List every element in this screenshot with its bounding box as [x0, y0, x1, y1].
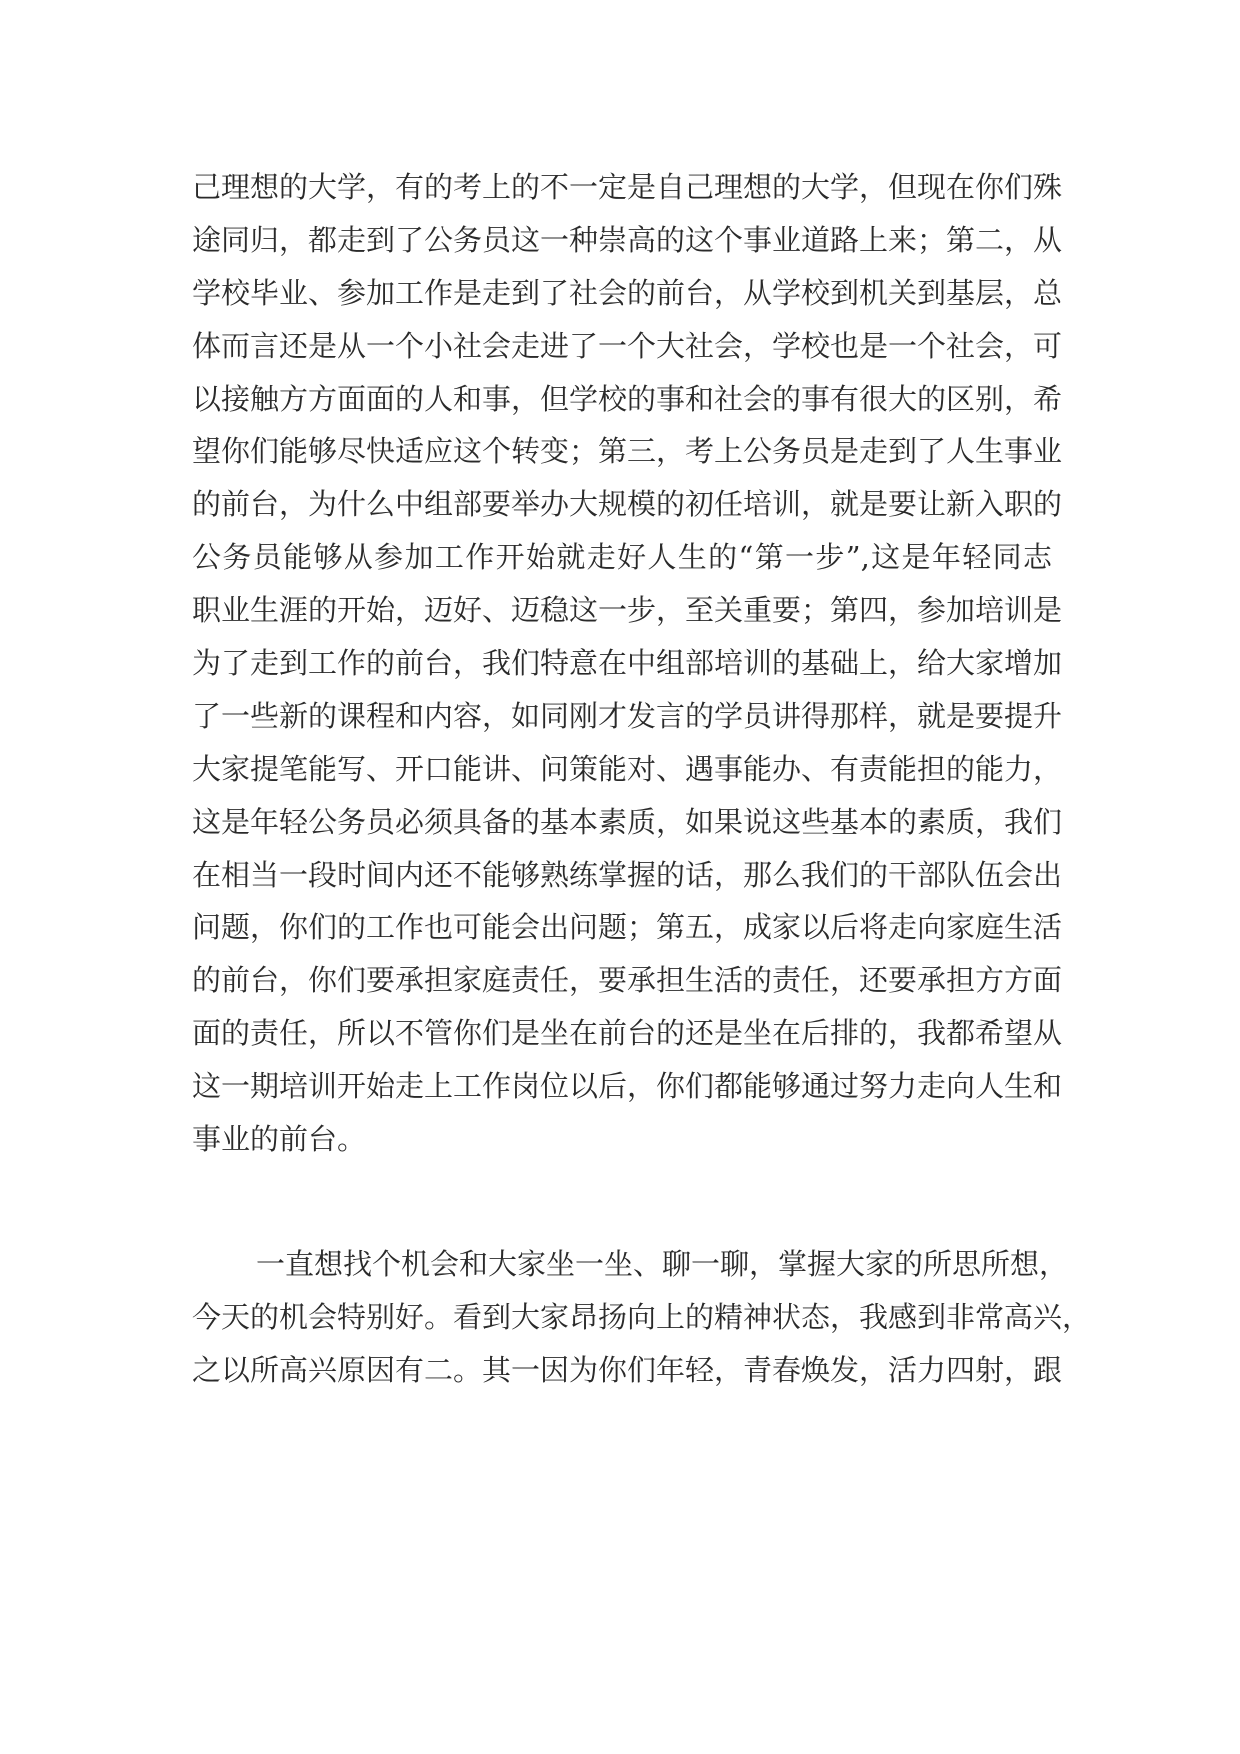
text-line: 公务员能够从参加工作开始就走好人生的“第一步”,这是年轻同志 [192, 540, 1052, 575]
text-line: 今天的机会特别好。看到大家昂扬向上的精神状态，我感到非常高兴， [192, 1299, 1092, 1334]
text-line: 一直想找个机会和大家坐一坐、聊一聊，掌握大家的所思所想， [256, 1247, 1069, 1281]
text-line: 为了走到工作的前台，我们特意在中组部培训的基础上，给大家增加 [192, 646, 1063, 681]
text-line: 之以所高兴原因有二。其一因为你们年轻，青春焕发，活力四射，跟 [192, 1352, 1063, 1387]
text-line: 途同归，都走到了公务员这一种崇高的这个事业道路上来；第二，从 [192, 222, 1063, 257]
text-line: 学校毕业、参加工作是走到了社会的前台，从学校到机关到基层，总 [192, 275, 1063, 310]
paragraph-1 [192, 161, 1063, 1166]
text-line: 职业生涯的开始，迈好、迈稳这一步，至关重要；第四，参加培训是 [192, 593, 1063, 628]
text-line: 问题，你们的工作也可能会出问题；第五，成家以后将走向家庭生活 [192, 910, 1063, 945]
text-line: 面的责任，所以不管你们是坐在前台的还是坐在后排的，我都希望从 [192, 1016, 1063, 1051]
text-line: 事业的前台。 [192, 1122, 367, 1157]
text-line: 这一期培训开始走上工作岗位以后，你们都能够通过努力走向人生和 [192, 1069, 1063, 1104]
text-line: 了一些新的课程和内容，如同刚才发言的学员讲得那样，就是要提升 [192, 698, 1063, 733]
text-line: 体而言还是从一个小社会走进了一个大社会，学校也是一个社会，可 [192, 328, 1063, 363]
text-line: 在相当一段时间内还不能够熟练掌握的话，那么我们的干部队伍会出 [192, 857, 1063, 892]
text-line: 的前台，你们要承担家庭责任，要承担生活的责任，还要承担方方面 [192, 963, 1063, 998]
paragraph-2 [192, 1238, 1092, 1397]
text-line: 的前台，为什么中组部要举办大规模的初任培训，就是要让新入职的 [192, 487, 1063, 522]
text-line: 这是年轻公务员必须具备的基本素质，如果说这些基本的素质，我们 [192, 804, 1063, 839]
text-line: 大家提笔能写、开口能讲、问策能对、遇事能办、有责能担的能力， [192, 751, 1063, 786]
text-line: 己理想的大学，有的考上的不一定是自己理想的大学，但现在你们殊 [192, 170, 1063, 204]
text-line: 望你们能够尽快适应这个转变；第三，考上公务员是走到了人生事业 [192, 434, 1063, 469]
text-line: 以接触方方面面的人和事，但学校的事和社会的事有很大的区别，希 [192, 381, 1063, 416]
